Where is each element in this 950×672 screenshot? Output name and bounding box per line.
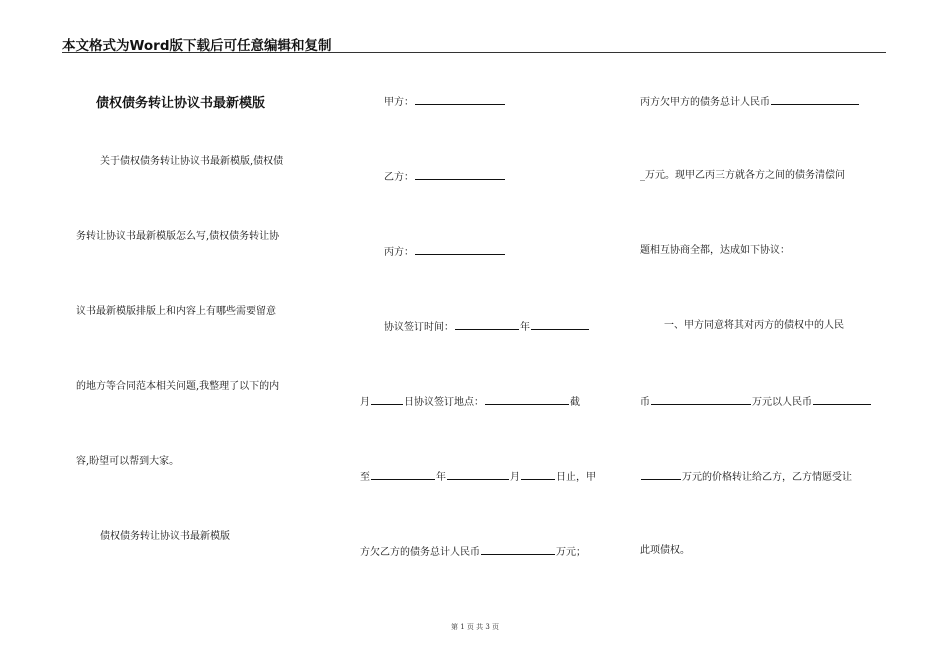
col3-line-6-text: 万元的价格转让给乙方，乙方情愿受让 — [682, 472, 852, 483]
col3-line-5-b: 万元以人民币 — [752, 397, 812, 408]
col3-line-3: 题相互协商全都，达成如下协议： — [640, 245, 790, 256]
intro-line-1: 关于债权债务转让协议书最新模版,债权债 — [100, 156, 284, 167]
party-c-blank — [415, 244, 505, 255]
col3-line-5 — [640, 394, 872, 410]
party-a-blank — [415, 94, 505, 105]
day-end-label: 日止，甲 — [556, 472, 596, 483]
sign-month-blank — [531, 319, 589, 330]
day-blank — [371, 394, 403, 405]
intro-line-5: 容,盼望可以帮到大家。 — [76, 456, 180, 467]
price-amount-blank — [813, 394, 871, 405]
col3-line-7: 此项债权。 — [640, 545, 690, 556]
deadline-label: 截 — [570, 397, 580, 408]
col3-line-1-text: 丙方欠甲方的债务总计人民币 — [640, 97, 770, 108]
until-day-blank — [521, 469, 555, 480]
col3-line-2-underscore: _ — [640, 170, 645, 181]
intro-line-4: 的地方等合同范本相关问题,我整理了以下的内 — [76, 381, 280, 392]
party-c-label: 丙方： — [384, 247, 414, 258]
col3-line-1 — [640, 94, 860, 110]
until-month-label: 月 — [510, 472, 520, 483]
col3-line-2 — [640, 169, 845, 183]
until-year-blank — [371, 469, 435, 480]
owe-amount-blank — [481, 544, 555, 555]
col3-line-6 — [640, 469, 852, 485]
sign-time-row — [384, 319, 590, 335]
section-subtitle: 债权债务转让协议书最新模版 — [100, 531, 230, 542]
col3-line-2-text: 万元。现甲乙丙三方就各方之间的债务清偿问 — [645, 170, 845, 181]
transfer-amount-blank — [651, 394, 751, 405]
sign-time-label: 协议签订时间： — [384, 322, 454, 333]
sign-place-label: 日协议签订地点： — [404, 397, 484, 408]
party-a-label: 甲方： — [384, 97, 414, 108]
party-b-label: 乙方： — [384, 172, 414, 183]
until-month-blank — [447, 469, 509, 480]
debt-amount-blank — [771, 94, 859, 105]
month-label: 月 — [360, 397, 370, 408]
sign-place-row — [360, 394, 580, 410]
page-number: 第 1 页 共 3 页 — [450, 623, 500, 631]
until-label: 至 — [360, 472, 370, 483]
col3-line-5-a: 币 — [640, 397, 650, 408]
party-c-row — [384, 244, 506, 260]
intro-line-3: 议书最新模版排版上和内容上有哪些需要留意 — [76, 306, 276, 317]
intro-line-2: 务转让协议书最新模版怎么写,债权债务转让协 — [76, 231, 280, 242]
owe-row — [360, 544, 586, 560]
col3-line-4: 一、甲方同意将其对丙方的债权中的人民 — [664, 320, 844, 331]
document-header: 本文格式为Word版下载后可任意编辑和复制 — [62, 38, 332, 54]
owe-text: 方欠乙方的债务总计人民币 — [360, 547, 480, 558]
header-divider — [62, 52, 886, 53]
sign-year-label: 年 — [520, 322, 530, 333]
until-row — [360, 469, 596, 485]
price-continued-blank — [641, 469, 681, 480]
owe-unit: 万元； — [556, 547, 586, 558]
sign-year-blank — [455, 319, 519, 330]
until-year-label: 年 — [436, 472, 446, 483]
document-title: 债权债务转让协议书最新模版 — [96, 96, 266, 111]
party-b-row — [384, 169, 506, 185]
party-a-row — [384, 94, 506, 110]
sign-place-blank — [485, 394, 569, 405]
party-b-blank — [415, 169, 505, 180]
